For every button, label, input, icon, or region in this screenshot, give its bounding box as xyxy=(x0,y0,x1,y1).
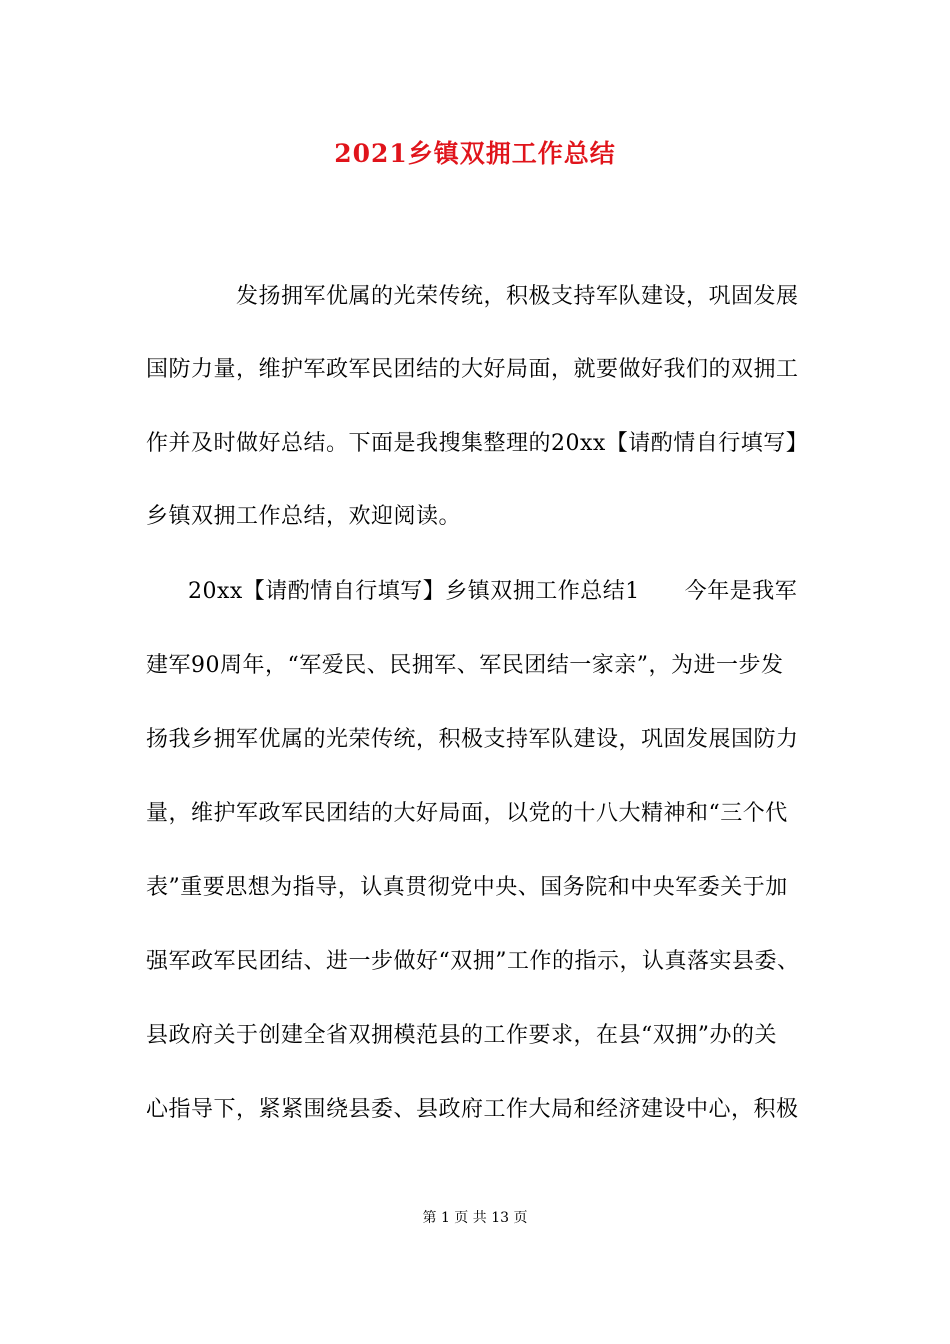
paragraph-line: 国防力量，维护军政军民团结的大好局面，就要做好我们的双拥工 xyxy=(146,357,799,382)
paragraph-line: 县政府关于创建全省双拥模范县的工作要求，在县“双拥”办的关 xyxy=(146,1023,777,1048)
page-number-footer: 第 1 页 共 13 页 xyxy=(422,1210,528,1226)
paragraph-line: 心指导下，紧紧围绕县委、县政府工作大局和经济建设中心，积极 xyxy=(146,1097,799,1122)
document-title: 2021乡镇双拥工作总结 xyxy=(334,139,616,168)
paragraph-line: 量，维护军政军民团结的大好局面，以党的十八大精神和“三个代 xyxy=(146,801,788,826)
paragraph-line: 扬我乡拥军优属的光荣传统，积极支持军队建设，巩固发展国防力 xyxy=(146,727,799,752)
paragraph-line: 乡镇双拥工作总结，欢迎阅读。 xyxy=(146,504,462,529)
paragraph-line: 20xx【请酌情自行填写】乡镇双拥工作总结1 今年是我军 xyxy=(188,579,798,604)
paragraph-line: 表”重要思想为指导，认真贯彻党中央、国务院和中央军委关于加 xyxy=(146,875,788,900)
paragraph-line: 发扬拥军优属的光荣传统，积极支持军队建设，巩固发展 xyxy=(236,284,799,309)
paragraph-line: 强军政军民团结、进一步做好“双拥”工作的指示，认真落实县委、 xyxy=(146,949,800,974)
paragraph-line: 作并及时做好总结。下面是我搜集整理的20xx【请酌情自行填写】 xyxy=(146,431,809,456)
paragraph-line: 建军90周年，“军爱民、民拥军、军民团结一家亲”，为进一步发 xyxy=(146,653,784,678)
